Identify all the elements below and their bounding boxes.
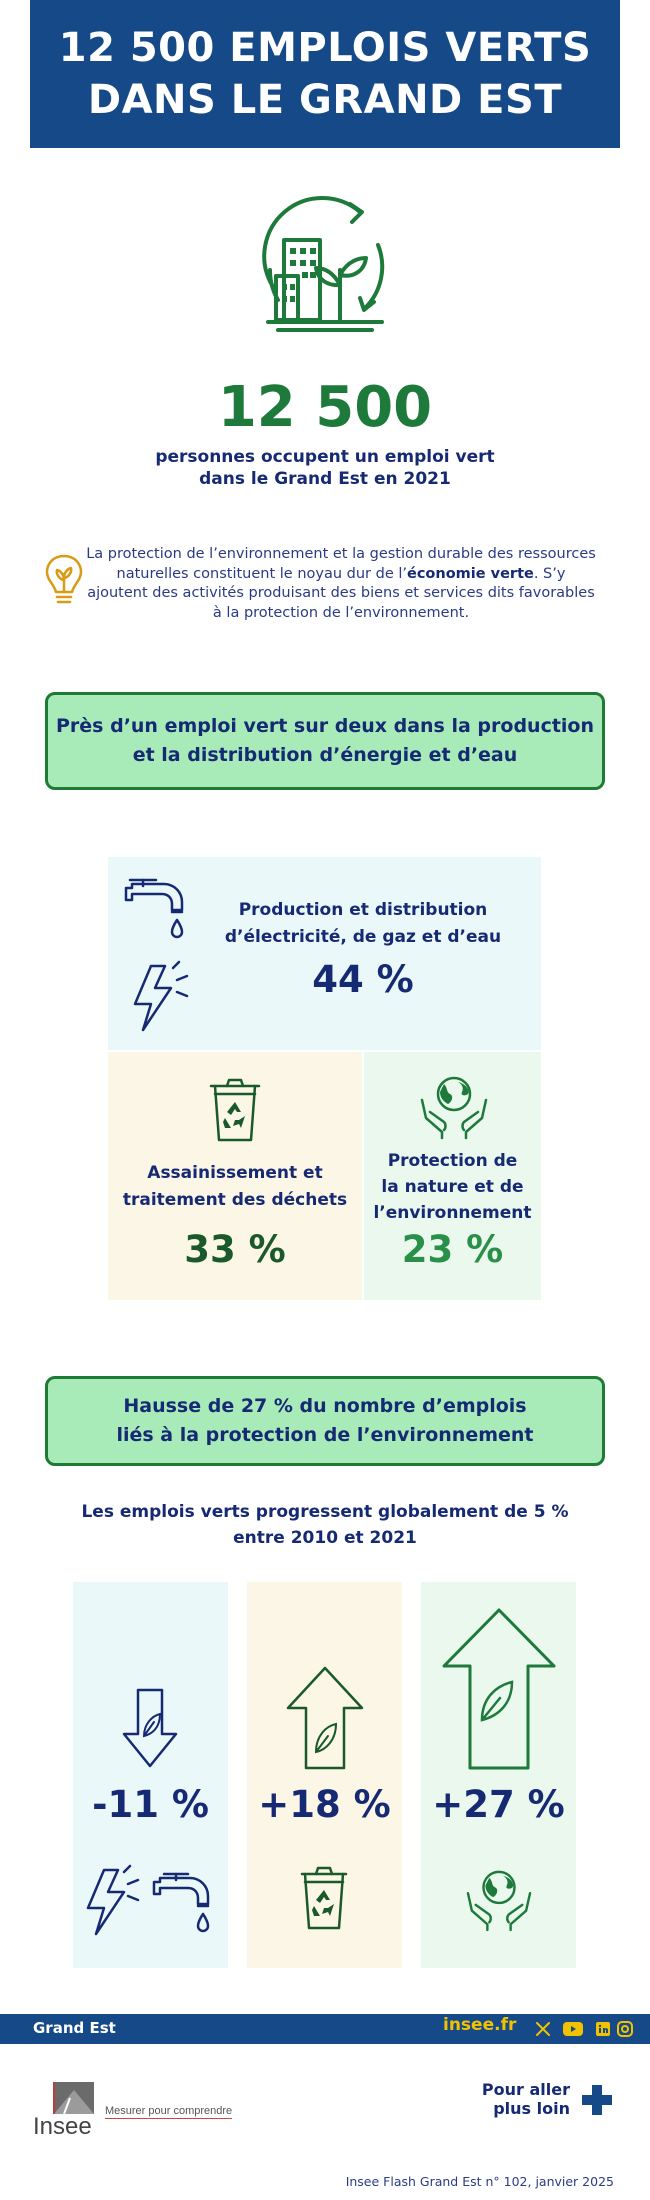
footer-region: Grand Est	[33, 2019, 116, 2037]
intro-paragraph	[86, 545, 596, 623]
hero-number: 12 500	[217, 375, 433, 440]
plus-icon[interactable]	[580, 2083, 614, 2117]
insee-logo-text: Insee	[33, 2113, 92, 2140]
growth-value-nature: +27 %	[432, 1783, 565, 1826]
earth-hands-icon	[418, 1074, 490, 1140]
nature-percent: 23 %	[401, 1228, 504, 1271]
growth-value-waste: +18 %	[258, 1783, 391, 1826]
energy-icons	[80, 1862, 222, 1938]
linkedin-icon[interactable]	[596, 2022, 610, 2036]
nature-label	[364, 1148, 541, 1226]
waste-percent: 33 %	[184, 1228, 286, 1271]
growth-subtitle	[0, 1499, 650, 1551]
nature-label-line-1: Protection de	[387, 1151, 518, 1171]
insee-site-link[interactable]: insee.fr	[443, 2015, 517, 2035]
insee-logo-icon	[50, 2080, 96, 2116]
arrow-up-leaf-icon	[284, 1664, 366, 1772]
title-line-2: DANS LE GRAND EST	[87, 77, 563, 123]
growth-subtitle-line-1: Les emplois verts progressent globalement de 5 %	[81, 1502, 569, 1522]
energy-label	[218, 897, 508, 951]
recycle-bin-icon	[296, 1864, 352, 1932]
waste-label-line-1: Assainissement et	[147, 1163, 323, 1183]
hero-caption	[0, 446, 650, 490]
callout2-line-2: liés à la protection de l’environnement	[116, 1424, 534, 1446]
energy-label-line-1: Production et distribution	[238, 900, 488, 920]
youtube-icon[interactable]	[563, 2021, 583, 2037]
callout1-line-2: et la distribution d’énergie et d’eau	[132, 744, 518, 766]
callout-environment-growth	[45, 1376, 605, 1466]
nature-label-line-2: la nature et de	[381, 1177, 524, 1197]
energy-percent: 44 %	[312, 958, 414, 1001]
callout1-line-1: Près d’un emploi vert sur deux dans la production	[55, 715, 595, 737]
callout-energy-share	[45, 692, 605, 790]
more-link[interactable]	[440, 2080, 570, 2118]
publication-reference: Insee Flash Grand Est n° 102, janvier 2025	[345, 2174, 614, 2189]
instagram-icon[interactable]	[617, 2021, 633, 2037]
callout2-line-1: Hausse de 27 % du nombre d’emplois	[123, 1395, 527, 1417]
growth-subtitle-line-2: entre 2010 et 2021	[233, 1528, 417, 1548]
more-line-2: plus loin	[493, 2099, 570, 2118]
faucet-icon	[122, 870, 188, 946]
recycle-bin-icon	[205, 1074, 265, 1146]
intro-emphasis: économie verte	[407, 565, 534, 582]
energy-label-line-2: d’électricité, de gaz et d’eau	[224, 927, 502, 947]
arrow-down-leaf-icon	[120, 1686, 180, 1770]
waste-label	[108, 1160, 362, 1214]
header-banner	[30, 0, 620, 148]
hero-caption-line-1: personnes occupent un emploi vert	[155, 447, 495, 467]
insee-tagline: Mesurer pour comprendre	[105, 2105, 233, 2117]
nature-label-line-3: l’environnement	[373, 1203, 532, 1223]
lightning-icon	[125, 958, 195, 1034]
earth-hands-icon	[464, 1868, 534, 1932]
more-line-1: Pour aller	[481, 2080, 570, 2099]
intro-text-end: . S’y ajoutent des activités produisant des biens et services dits favorables à la protection de l’environnement.	[87, 565, 595, 621]
x-icon[interactable]	[535, 2021, 551, 2037]
growth-value-energy: -11 %	[92, 1783, 209, 1826]
hero-caption-line-2: dans le Grand Est en 2021	[199, 469, 451, 489]
building-plant-cycle-icon	[250, 190, 400, 340]
lightbulb-icon	[44, 552, 84, 608]
arrow-up-leaf-icon	[440, 1606, 558, 1772]
waste-label-line-2: traitement des déchets	[122, 1190, 348, 1210]
intro-text-start: La protection de l’environnement et la gestion durable des ressources naturelles constituent le noyau dur de l’	[86, 546, 596, 582]
title-line-1: 12 500 EMPLOIS VERTS	[58, 25, 592, 71]
